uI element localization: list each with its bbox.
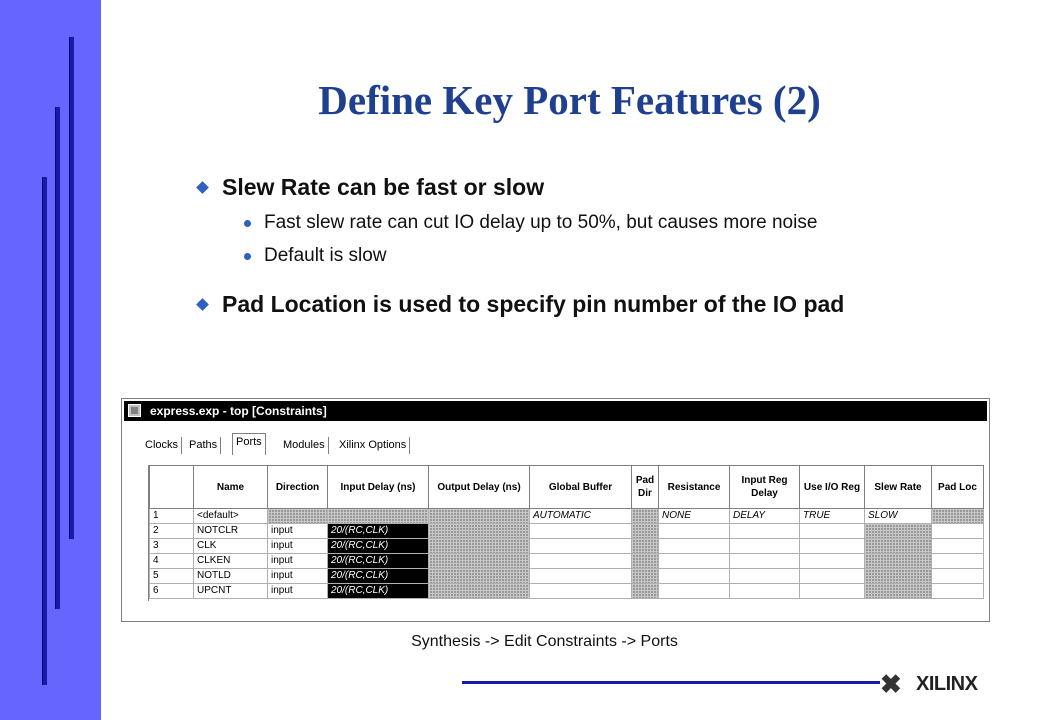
- xilinx-logo: [880, 668, 995, 698]
- cell-input-delay[interactable]: [328, 509, 429, 524]
- cell-direction[interactable]: input: [268, 539, 328, 554]
- table-row[interactable]: [150, 524, 984, 539]
- tab-paths[interactable]: Paths: [186, 437, 221, 454]
- cell-input-reg-delay[interactable]: [730, 584, 800, 599]
- column-header-input-reg-delay[interactable]: Input Reg Delay: [730, 466, 800, 509]
- dot-bullet-icon: [244, 253, 251, 260]
- column-header-direction[interactable]: Direction: [268, 466, 328, 509]
- column-header-input-delay[interactable]: Input Delay (ns): [328, 466, 429, 509]
- cell-resistance[interactable]: NONE: [659, 509, 730, 524]
- cell-use-io-reg[interactable]: [800, 584, 865, 599]
- cell-output-delay[interactable]: [429, 524, 530, 539]
- constraints-window: [121, 398, 990, 622]
- cell-name[interactable]: NOTCLR: [194, 524, 268, 539]
- cell-name[interactable]: CLK: [194, 539, 268, 554]
- cell-input-reg-delay[interactable]: [730, 539, 800, 554]
- cell-pad-dir[interactable]: [632, 584, 659, 599]
- cell-slew-rate[interactable]: [865, 584, 932, 599]
- cell-output-delay[interactable]: [429, 584, 530, 599]
- cell-input-reg-delay[interactable]: [730, 569, 800, 584]
- decorative-bar: [55, 107, 60, 609]
- cell-use-io-reg[interactable]: TRUE: [800, 509, 865, 524]
- cell-use-io-reg[interactable]: [800, 569, 865, 584]
- xilinx-mark-icon: ✖: [880, 669, 902, 699]
- cell-direction[interactable]: input: [268, 584, 328, 599]
- cell-resistance[interactable]: [659, 524, 730, 539]
- column-header-name[interactable]: Name: [194, 466, 268, 509]
- diamond-bullet-icon: [196, 298, 209, 311]
- cell-pad-loc[interactable]: [932, 554, 984, 569]
- window-title: express.exp - top [Constraints]: [150, 404, 327, 418]
- tab-modules[interactable]: Modules: [280, 437, 329, 454]
- table-row[interactable]: [150, 554, 984, 569]
- cell-resistance[interactable]: [659, 569, 730, 584]
- logo-text: XILINX: [916, 673, 978, 695]
- caption: Synthesis -> Edit Constraints -> Ports: [411, 633, 678, 650]
- cell-input-reg-delay[interactable]: [730, 554, 800, 569]
- ports-grid: [148, 465, 984, 601]
- cell-use-io-reg[interactable]: [800, 539, 865, 554]
- cell-global-buffer[interactable]: [530, 554, 632, 569]
- cell-input-reg-delay[interactable]: [730, 524, 800, 539]
- cell-resistance[interactable]: [659, 539, 730, 554]
- cell-pad-loc[interactable]: [932, 569, 984, 584]
- column-header-global-buffer[interactable]: Global Buffer: [530, 466, 632, 509]
- dot-bullet-icon: [244, 220, 251, 227]
- cell-input-delay[interactable]: 20/(RC,CLK): [328, 554, 429, 569]
- window-title-bar[interactable]: [124, 401, 987, 421]
- cell-direction[interactable]: [268, 509, 328, 524]
- cell-input-delay[interactable]: 20/(RC,CLK): [328, 524, 429, 539]
- cell-output-delay[interactable]: [429, 554, 530, 569]
- cell-resistance[interactable]: [659, 554, 730, 569]
- decorative-bar: [42, 177, 47, 685]
- cell-output-delay[interactable]: [429, 539, 530, 554]
- column-header-output-delay[interactable]: Output Delay (ns): [429, 466, 530, 509]
- cell-row-num[interactable]: 4: [150, 554, 194, 569]
- cell-direction[interactable]: input: [268, 554, 328, 569]
- cell-global-buffer[interactable]: [530, 584, 632, 599]
- cell-name[interactable]: UPCNT: [194, 584, 268, 599]
- cell-direction[interactable]: input: [268, 569, 328, 584]
- column-header-use-io-reg[interactable]: Use I/O Reg: [800, 466, 865, 509]
- table-row[interactable]: [150, 584, 984, 599]
- cell-slew-rate[interactable]: [865, 524, 932, 539]
- cell-direction[interactable]: input: [268, 524, 328, 539]
- cell-pad-dir[interactable]: [632, 569, 659, 584]
- cell-row-num[interactable]: 2: [150, 524, 194, 539]
- cell-pad-loc[interactable]: [932, 509, 984, 524]
- cell-use-io-reg[interactable]: [800, 524, 865, 539]
- cell-global-buffer[interactable]: AUTOMATIC: [530, 509, 632, 524]
- table-row[interactable]: [150, 539, 984, 554]
- cell-output-delay[interactable]: [429, 509, 530, 524]
- cell-row-num[interactable]: 1: [150, 509, 194, 524]
- cell-global-buffer[interactable]: [530, 569, 632, 584]
- ports-table: [149, 465, 984, 599]
- cell-input-delay[interactable]: 20/(RC,CLK): [328, 569, 429, 584]
- table-row[interactable]: [150, 509, 984, 524]
- cell-name[interactable]: CLKEN: [194, 554, 268, 569]
- header-row: [150, 466, 984, 509]
- cell-use-io-reg[interactable]: [800, 554, 865, 569]
- slide-title: Define Key Port Features (2): [318, 77, 821, 123]
- cell-pad-loc[interactable]: [932, 584, 984, 599]
- cell-pad-dir[interactable]: [632, 539, 659, 554]
- cell-slew-rate[interactable]: [865, 554, 932, 569]
- cell-pad-dir[interactable]: [632, 554, 659, 569]
- cell-pad-loc[interactable]: [932, 524, 984, 539]
- cell-global-buffer[interactable]: [530, 524, 632, 539]
- column-header-slew-rate[interactable]: Slew Rate: [865, 466, 932, 509]
- app-icon: [128, 404, 141, 417]
- cell-row-num[interactable]: 5: [150, 569, 194, 584]
- diamond-bullet-icon: [196, 181, 209, 194]
- tab-clocks[interactable]: Clocks: [142, 437, 182, 454]
- column-header-resistance[interactable]: Resistance: [659, 466, 730, 509]
- column-header-pad-loc[interactable]: Pad Loc: [932, 466, 984, 509]
- cell-row-num[interactable]: 3: [150, 539, 194, 554]
- cell-pad-dir[interactable]: [632, 524, 659, 539]
- column-header-pad-dir[interactable]: Pad Dir: [632, 466, 659, 509]
- cell-slew-rate[interactable]: [865, 539, 932, 554]
- cell-output-delay[interactable]: [429, 569, 530, 584]
- cell-name[interactable]: NOTLD: [194, 569, 268, 584]
- cell-pad-loc[interactable]: [932, 539, 984, 554]
- footer-rule: [462, 681, 880, 684]
- cell-pad-dir[interactable]: [632, 509, 659, 524]
- cell-global-buffer[interactable]: [530, 539, 632, 554]
- cell-input-delay[interactable]: 20/(RC,CLK): [328, 584, 429, 599]
- cell-name[interactable]: <default>: [194, 509, 268, 524]
- cell-input-reg-delay[interactable]: DELAY: [730, 509, 800, 524]
- cell-slew-rate[interactable]: SLOW: [865, 509, 932, 524]
- tab-xilinx-options[interactable]: Xilinx Options: [336, 437, 410, 454]
- cell-input-delay[interactable]: 20/(RC,CLK): [328, 539, 429, 554]
- table-row[interactable]: [150, 569, 984, 584]
- cell-row-num[interactable]: 6: [150, 584, 194, 599]
- cell-resistance[interactable]: [659, 584, 730, 599]
- column-header-row-num[interactable]: [150, 466, 194, 509]
- tab-ports[interactable]: Ports: [232, 433, 266, 455]
- cell-slew-rate[interactable]: [865, 569, 932, 584]
